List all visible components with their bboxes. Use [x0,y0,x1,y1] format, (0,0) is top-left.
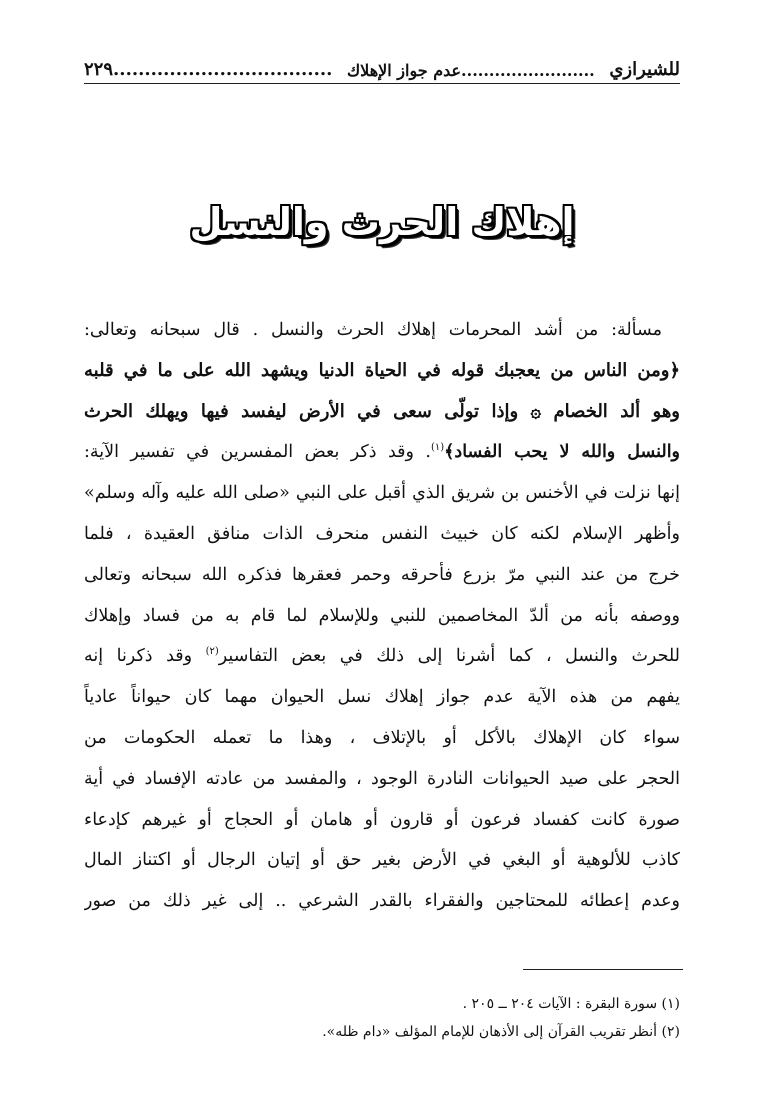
text-line-7: خرج من عند النبي مرّ بزرع فأحرقه وحمر فعقرها فذكره الله سبحانه وتعالى [84,564,680,585]
text-line-9-start: للحرث والنسل ، كما أشرنا إلى ذلك في بعض التفاسير [218,646,680,667]
text-line-5: إنها نزلت في الأخنس بن شريق الذي أقبل على النبي «صلى الله عليه وآله وسلم» [84,483,680,504]
quran-line-2: وهو ألد الخصام ۞ وإذا تولّى سعى في الأرض ليفسد فيها ويهلك الحرث [84,400,680,422]
footnotes [84,990,680,1046]
text-line-10: يفهم من هذه الآية عدم جواز إهلاك نسل الحيوان مهما كان حيواناً عادياً [84,687,680,708]
main-paragraph [84,310,680,922]
section-title: إهلاك الحرث والنسل [189,200,575,244]
text-line-8: ووصفه بأنه من ألدّ المخاصمين للنبي وللإسلام لما قام به من فساد وإهلاك [84,605,680,626]
quran-line-1: ﴿ومن الناس من يعجبك قوله في الحياة الدنيا ويشهد الله على ما في قلبه [84,359,680,381]
text-line-4 [84,432,680,473]
text-line-11: سواء كان الإهلاك بالأكل أو بالإتلاف ، وهذا ما تعمله الحكومات من [84,727,680,748]
header-rule [84,83,680,84]
text-line-15: وعدم إعطائه للمحتاجين والفقراء بالقدر الشرعي .. إلى غير ذلك من صور [84,891,680,912]
running-header [84,52,680,80]
footnote-rule [523,969,683,970]
footnote-1: (١) سورة البقرة : الآيات ٢٠٤ ــ ٢٠٥ . [462,996,680,1012]
text-line-14: كاذب للألوهية أو البغي في الأرض بغير حق أو إتيان الرجال أو اكتناز المال [84,850,680,871]
text-line-9-rest: وقد ذكرنا إنه [84,646,206,667]
text-line-4-rest: . وقد ذكر بعض المفسرين في تفسير الآية: [84,442,431,463]
text-line-6: وأظهر الإسلام لكنه كان خبيث النفس منحرف الذات منافق العقيدة ، فلما [84,523,680,544]
header-topic: ........................عدم جواز الإهلاك [346,61,595,80]
header-author: للشيرازي [609,59,680,80]
footnote-ref-1: (١) [430,442,445,454]
page-number: ...................................٢٢٩ [84,59,333,80]
text-line-13: صورة كانت كفساد فرعون أو قارون أو هامان أو الحجاج أو غيرهم كإدعاء [84,809,680,830]
text-line-12: الحجر على صيد الحيوانات النادرة الوجود ، والمفسد من عادته الإفساد في أية [84,768,680,789]
footnote-ref-2: (٢) [205,646,219,658]
text-line-9 [84,636,680,677]
quran-line-3: والنسل والله لا يحب الفساد﴾ [444,442,680,463]
text-line-1: مسألة: من أشد المحرمات إهلاك الحرث والنسل . قال سبحانه وتعالى: [84,320,662,340]
footnote-2: (٢) أنظر تقريب القرآن إلى الأذهان للإمام المؤلف «دام ظله». [322,1024,680,1040]
